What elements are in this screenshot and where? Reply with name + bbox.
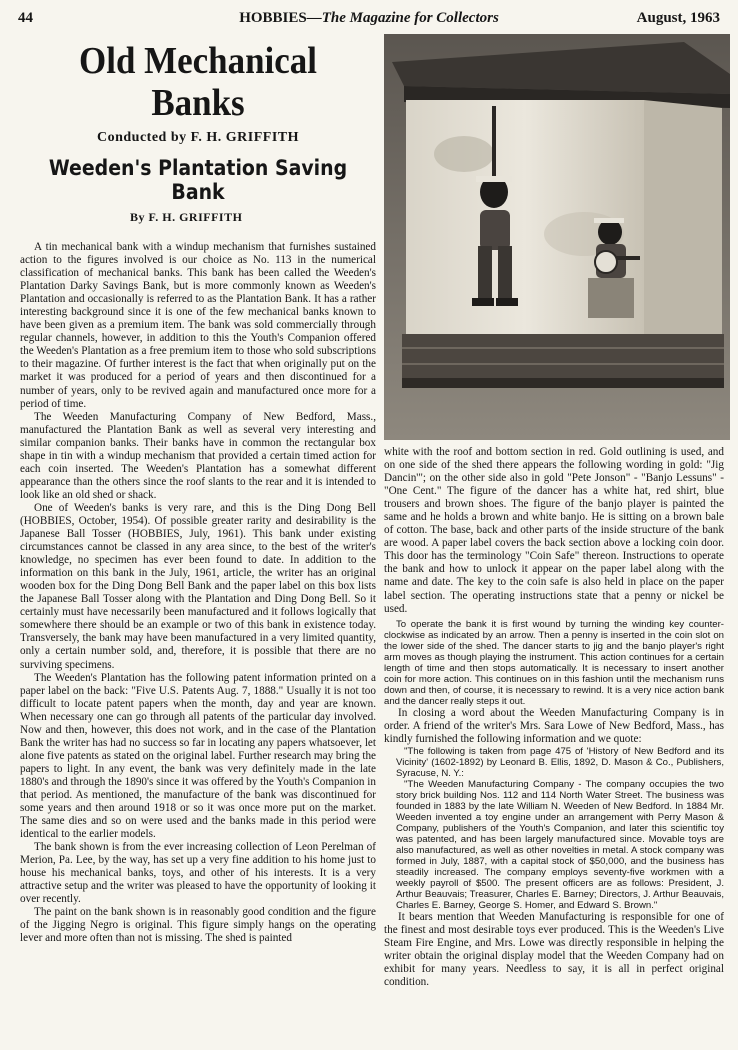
magazine-title (18, 10, 720, 27)
paragraph: "The Weeden Manufacturing Company - The company occupies the two story brick building Nos. 112 and 114 North Water Street. The business was founded in 1883 by the late William N. Weeden of New Bedford. In 1884 Mr. Weeden invented a toy engine under an arrangement with Perry Mason & Company, publishers of the Youth's Companion, and later this scientific toy was patented, and has been largely manufactured since. Movable toys are also manufactured, as well as other novelties in metal. A stock company was formed in July, 1887, with a capital stock of $50,000, and the business has steadily increased. The company employs seventy-five workmen with a weekly payroll of $500. The present officers are as follows: President, J. Arthur Beauvais; Treasurer, Charles E. Barney; Directors, J. Arthur Beauvais, Charles E. Barney, George S. Homer, and Edward S. Brown." (396, 778, 724, 911)
magazine-tagline: —The Magazine for Collectors (306, 10, 499, 26)
paragraph: To operate the bank it is first wound by turning the winding key counter-clockwise as indicated by an arrow. Then a penny is inserted in the coin slot on the lower side of the shed. The dancer starts to jig and the banjo player's right arm moves as though playing the instrument. This action continues for a certain length of time and then stops automatically. It is necessary to insert another coin for more action. This continues on in this fashion until the mechanism runs down and then, of course, it is necessary to rewind. It is a very nice action bank and the dancer really steps it out. (384, 618, 724, 707)
page-number: 44 (18, 10, 33, 26)
paragraph: "The following is taken from page 475 of 'History of New Bedford and its Vicinity' (1602-1892) by Leonard B. Ellis, 1892, D. Mason & Co., Publishers, Syracuse, N. Y.: (396, 745, 724, 779)
paragraph: In closing a word about the Weeden Manufacturing Company is in order. A friend of the writer's Mrs. Sara Lowe of New Bedford, Mass., has kindly furnished the following information and we quote: (384, 706, 724, 745)
article-title: Weeden's Plantation Saving Bank (48, 156, 348, 204)
byline: By F. H. GRIFFITH (130, 210, 243, 224)
mechanical-bank-photo (384, 34, 730, 440)
page-header (18, 8, 720, 30)
closing-text (384, 707, 724, 746)
conducted-by: Conducted by F. H. GRIFFITH (96, 130, 299, 145)
magazine-name: HOBBIES (239, 10, 307, 26)
paragraph: The Weeden's Plantation has the following patent information printed on a paper label on the back: "Five U.S. Patents Aug. 7, 1888." Usually it is not too difficult to locate patent papers when the month, day and year are known. When necessary one can go through all patents of the particular day involved. Now and then, however, this does not work, and in the case of the Plantation Bank the writer has had no success so far in locating any papers whatsoever, let alone five patents as stated on the original label. Further research may bring the papers to light. In any event, the bank was very definitely made in the late 1880's and through the 1890's since it was offered by the Youth's Companion in that period. As mentioned, the manufacture of the bank was discontinued for some years and then around 1918 or so it was once more put on the market. The same dies and so on were used and the banks made in this period were identical to the earlier models. (20, 671, 377, 841)
operating-instructions (384, 619, 724, 707)
paragraph: A tin mechanical bank with a windup mechanism that furnishes sustained action to the figures involved is our choice as No. 113 in the numerical classification of mechanical banks. This bank has been called the Weeden's Plantation Darky Savings Bank, but is more commonly known as Weeden's Plantation and occasionally is referred to as the Plantation Bank. It has a rather interesting background since it is one of the few mechanical banks known to have been given as a premium item. The bank was sold commercially through regular channels, however, in addition to this the Youth's Companion offered the Weeden's Plantation as a free premium item to those who sold subscriptions to their magazine. Of further interest is the fact that when originally put on the market it was produced for a period of years and then discontinued for a number of years, only to be revived again and manufactured once more for a period of time. (20, 241, 376, 410)
right-column (384, 446, 724, 989)
left-column (20, 40, 376, 946)
photo-mechanical-bank-icon (384, 34, 730, 440)
paragraph: white with the roof and bottom section in red. Gold outlining is used, and on one side of the shed there appears the following wording in gold: "Jig Dancin'"; on the other side also in gold "Pete Jonson" - "Banjo Lessuns" - "One Cent." The figure of the dancer has a white hat, red shirt, blue trousers and brown shoes. The figure of the banjo player is painted the same and he holds a brown and white banjo. He is sitting on a brown bale of cotton. The base, back and other parts of the inside structure of the bank are wood. A paper label covers the back section above a locking coin door. This door has the terminology "Coin Safe" thereon. Instructions to operate the bank and how to unlock it appear on the paper label along with the name and date. The key to the coin safe is also held in place on the paper label section. The operating instructions state that a penny or nickel be used. (384, 446, 724, 615)
paragraph: The paint on the bank shown is in reasonably good condition and the figure of the Jigging Negro is original. This figure simply hangs on the operating lever and more often than not is missing. The shed is painted (20, 906, 376, 945)
paragraph: It bears mention that Weeden Manufacturing is responsible for one of the finest and most desirable toys ever produced. This is the Weeden's Live Steam Fire Engine, and Mrs. Lowe was directly responsible in helping the writer obtain the original display model that the Weeden Company had on exhibit for many years. Needless to say, it is all in perfect original condition. (384, 910, 724, 988)
final-text (384, 911, 724, 989)
right-body-text (384, 446, 724, 616)
paragraph: One of Weeden's banks is very rare, and this is the Ding Dong Bell (HOBBIES, October, 1954). Of possible greater rarity and desirability is the Japanese Ball Tosser (HOBBIES, July, 1961). This bank under existing circumstances cannot be classed in any area since, to the best of the writer's knowledge, no specimen has ever been found to date. In addition to the information on this bank in the July, 1961, article, the writer has an original wooden box for the Ding Dong Bell Bank and the paper label on this box lists the Japanese Ball Tosser along with the Plantation and Ding Dong Bell. So it certainly must have necessarily been manufactured and it follows logically that somewhere there should be an example or two of this bank in existence today. Transversely, the bank may have been manufactured in a very limited quantity, only a certain number sold, and, therefore, it is possible that there are no surviving specimens. (20, 501, 376, 671)
paragraph: The bank shown is from the ever increasing collection of Leon Perelman of Merion, Pa. Lee, by the way, has set up a very fine addition to his home just to house his mechanical banks, toys, and other of his interests. It is a very attractive setup and the writer was pleased to have the opportunity of looking it over recently. (20, 841, 376, 906)
paragraph: The Weeden Manufacturing Company of New Bedford, Mass., manufactured the Plantation Bank as well as several very interesting and similar companion banks. Their banks have in common the rectangular box shape in tin with a windup mechanism that provided a certain timed action for each coin inserted. The Weeden's Plantation has a somewhat different appearance than the others since the roof slants to the rear and it is intended to look like an old shed or shack. (20, 410, 376, 501)
column-title: Old Mechanical Banks (79, 40, 317, 124)
issue-date: August, 1963 (636, 10, 720, 26)
quoted-history (396, 746, 724, 911)
left-body-text (20, 241, 376, 946)
